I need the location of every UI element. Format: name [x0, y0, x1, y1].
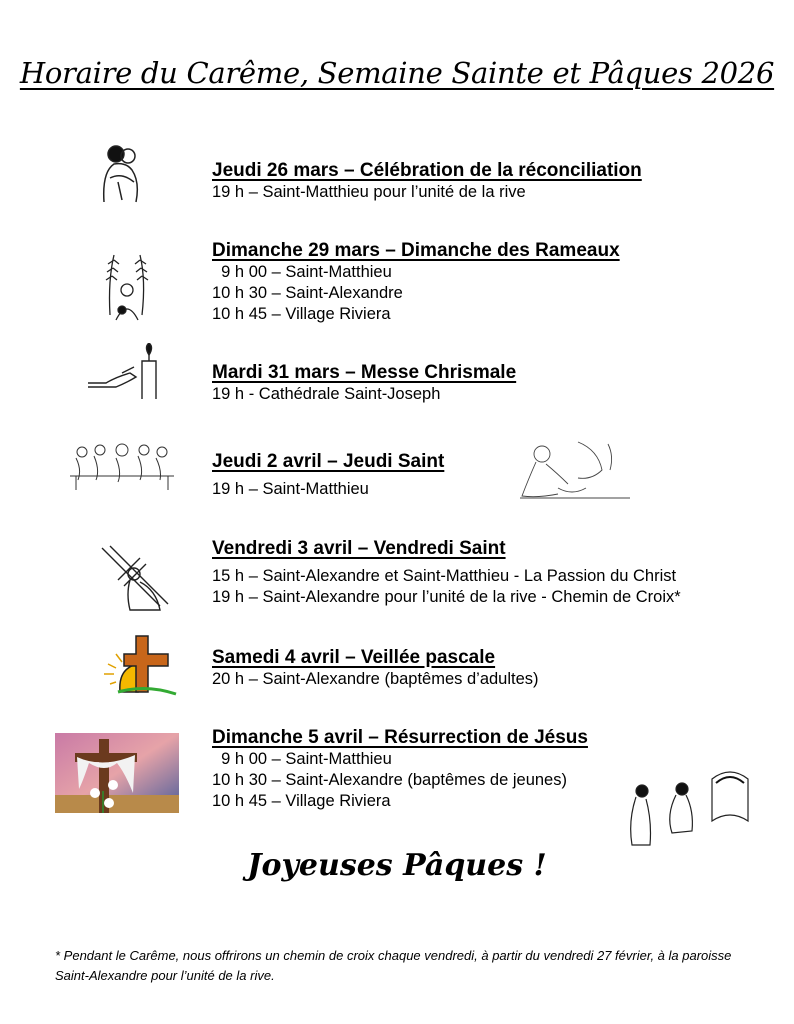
event-good-friday [212, 538, 681, 608]
event-time-line: 19 h – Saint-Matthieu [212, 480, 369, 498]
event-time-line: 10 h 30 – Saint-Alexandre (baptêmes de jeunes) [212, 771, 567, 789]
event-time-line: 10 h 45 – Village Riviera [212, 792, 391, 810]
event-heading: Jeudi 26 mars – Célébration de la réconciliation [212, 160, 642, 181]
last-supper-icon [68, 442, 176, 499]
event-reconciliation [212, 160, 642, 203]
cross-sunrise-icon [102, 634, 178, 701]
event-holy-thursday [212, 451, 444, 500]
page-title: Horaire du Carême, Semaine Sainte et Pâques 2026 [19, 56, 775, 90]
event-easter-sunday [212, 727, 588, 812]
foot-washing-icon [518, 440, 638, 507]
event-time-line: 10 h 45 – Village Riviera [212, 305, 391, 323]
event-time-line: 19 h – Saint-Alexandre pour l’unité de la rive - Chemin de Croix* [212, 588, 681, 606]
easter-cross-lilies-icon [55, 733, 179, 818]
event-time-line: 19 h - Cathédrale Saint-Joseph [212, 385, 441, 403]
event-easter-vigil [212, 647, 539, 690]
candle-hand-icon [86, 343, 162, 406]
event-heading: Dimanche 29 mars – Dimanche des Rameaux [212, 240, 620, 261]
event-palm-sunday [212, 240, 620, 325]
event-time-line: 9 h 00 – Saint-Matthieu [212, 263, 392, 281]
event-heading: Jeudi 2 avril – Jeudi Saint [212, 451, 445, 472]
footnote: * Pendant le Carême, nous offrirons un chemin de croix chaque vendredi, à partir du vendredi 27 février, à la paroisse Saint-Alexandre pour l’unité de la rive. [55, 948, 732, 983]
cross-bearing-icon [100, 544, 172, 617]
closing-greeting: Joyeuses Pâques ! [247, 848, 547, 883]
event-heading: Dimanche 5 avril – Résurrection de Jésus [212, 727, 588, 748]
event-heading: Vendredi 3 avril – Vendredi Saint [212, 538, 506, 559]
event-heading: Samedi 4 avril – Veillée pascale [212, 647, 496, 668]
empty-tomb-icon [620, 765, 752, 858]
event-time-line: 19 h – Saint-Matthieu pour l’unité de la rive [212, 183, 526, 201]
event-time-line: 20 h – Saint-Alexandre (baptêmes d’adultes) [212, 670, 539, 688]
event-time-line: 9 h 00 – Saint-Matthieu [212, 750, 392, 768]
event-time-line: 10 h 30 – Saint-Alexandre [212, 284, 403, 302]
reconciliation-embrace-icon [92, 142, 152, 211]
event-time-line: 15 h – Saint-Alexandre et Saint-Matthieu - La Passion du Christ [212, 567, 677, 585]
event-heading: Mardi 31 mars – Messe Chrismale [212, 362, 517, 383]
event-chrism-mass [212, 362, 516, 405]
palm-branches-icon [100, 250, 155, 327]
